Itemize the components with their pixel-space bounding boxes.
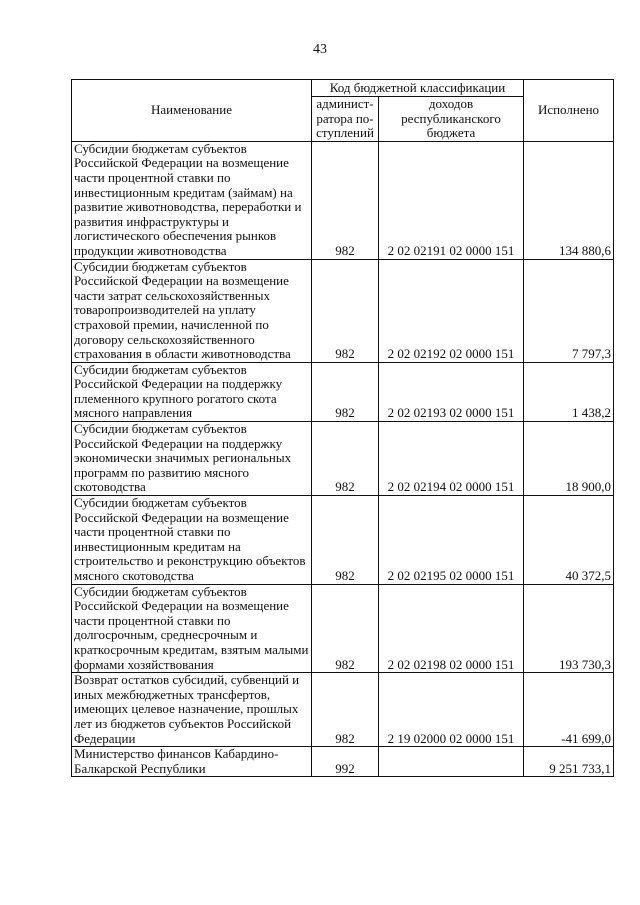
row-revenue-code: 2 02 02194 02 0000 151 [379,422,524,496]
table-row [72,259,614,362]
row-admin-code: 982 [312,422,379,496]
row-name: Возврат остатков субсидий, субвенций и иных межбюджетных трансфертов, имеющих целевое назначение, прошлых лет из бюджетов субъектов Российской Федерации [72,673,312,747]
row-executed-amount: 7 797,3 [524,259,614,362]
budget-table [71,79,614,777]
row-executed-amount: 18 900,0 [524,422,614,496]
header-revenue-code: доходов республиканского бюджета [379,97,524,142]
row-executed-amount: 134 880,6 [524,141,614,259]
row-name: Субсидии бюджетам субъектов Российской Федерации на возмещение части процентной ставки по инвестиционным кредитам (займам) на развитие животноводства, переработки и развития инфраструктуры и логистического обеспечения рынков продукции животноводства [72,141,312,259]
row-name: Субсидии бюджетам субъектов Российской Федерации на возмещение части процентной ставки по инвестиционным кредитам на строительство и реконструкцию объектов мясного скотоводства [72,496,312,585]
row-executed-amount: 40 372,5 [524,496,614,585]
header-executed: Исполнено [524,80,614,142]
row-revenue-code: 2 02 02195 02 0000 151 [379,496,524,585]
row-name: Субсидии бюджетам субъектов Российской Федерации на поддержку племенного крупного рогатого скота мясного направления [72,362,312,421]
header-name: Наименование [72,80,312,142]
table-row [72,422,614,496]
row-admin-code: 982 [312,141,379,259]
row-admin-code: 982 [312,362,379,421]
row-name: Субсидии бюджетам субъектов Российской Федерации на поддержку экономически значимых региональных программ по развитию мясного скотоводства [72,422,312,496]
row-name: Субсидии бюджетам субъектов Российской Федерации на возмещение части процентной ставки по долгосрочным, среднесрочным и краткосрочным кредитам, взятым малыми формами хозяйствования [72,584,312,673]
row-admin-code: 982 [312,584,379,673]
table-row [72,141,614,259]
row-admin-code: 992 [312,747,379,777]
row-executed-amount: 1 438,2 [524,362,614,421]
row-executed-amount: -41 699,0 [524,673,614,747]
table-row [72,496,614,585]
row-revenue-code: 2 02 02192 02 0000 151 [379,259,524,362]
header-classification-code: Код бюджетной классификации [312,80,524,97]
row-executed-amount: 193 730,3 [524,584,614,673]
row-admin-code: 982 [312,259,379,362]
row-executed-amount: 9 251 733,1 [524,747,614,777]
row-revenue-code: 2 19 02000 02 0000 151 [379,673,524,747]
row-admin-code: 982 [312,673,379,747]
header-administrator: админист-ратора по-ступлений [312,97,379,142]
row-admin-code: 982 [312,496,379,585]
table-row [72,747,614,777]
row-revenue-code: 2 02 02191 02 0000 151 [379,141,524,259]
table-row [72,673,614,747]
row-revenue-code [379,747,524,777]
row-name: Министерство финансов Кабардино-Балкарской Республики [72,747,312,777]
row-revenue-code: 2 02 02198 02 0000 151 [379,584,524,673]
table-row [72,584,614,673]
row-name: Субсидии бюджетам субъектов Российской Федерации на возмещение части затрат сельскохозяйственных товаропроизводителей на уплату страховой премии, начисленной по договору сельскохозяйственного страхования в области животноводства [72,259,312,362]
page-number: 43 [313,42,327,57]
row-revenue-code: 2 02 02193 02 0000 151 [379,362,524,421]
table-row [72,362,614,421]
